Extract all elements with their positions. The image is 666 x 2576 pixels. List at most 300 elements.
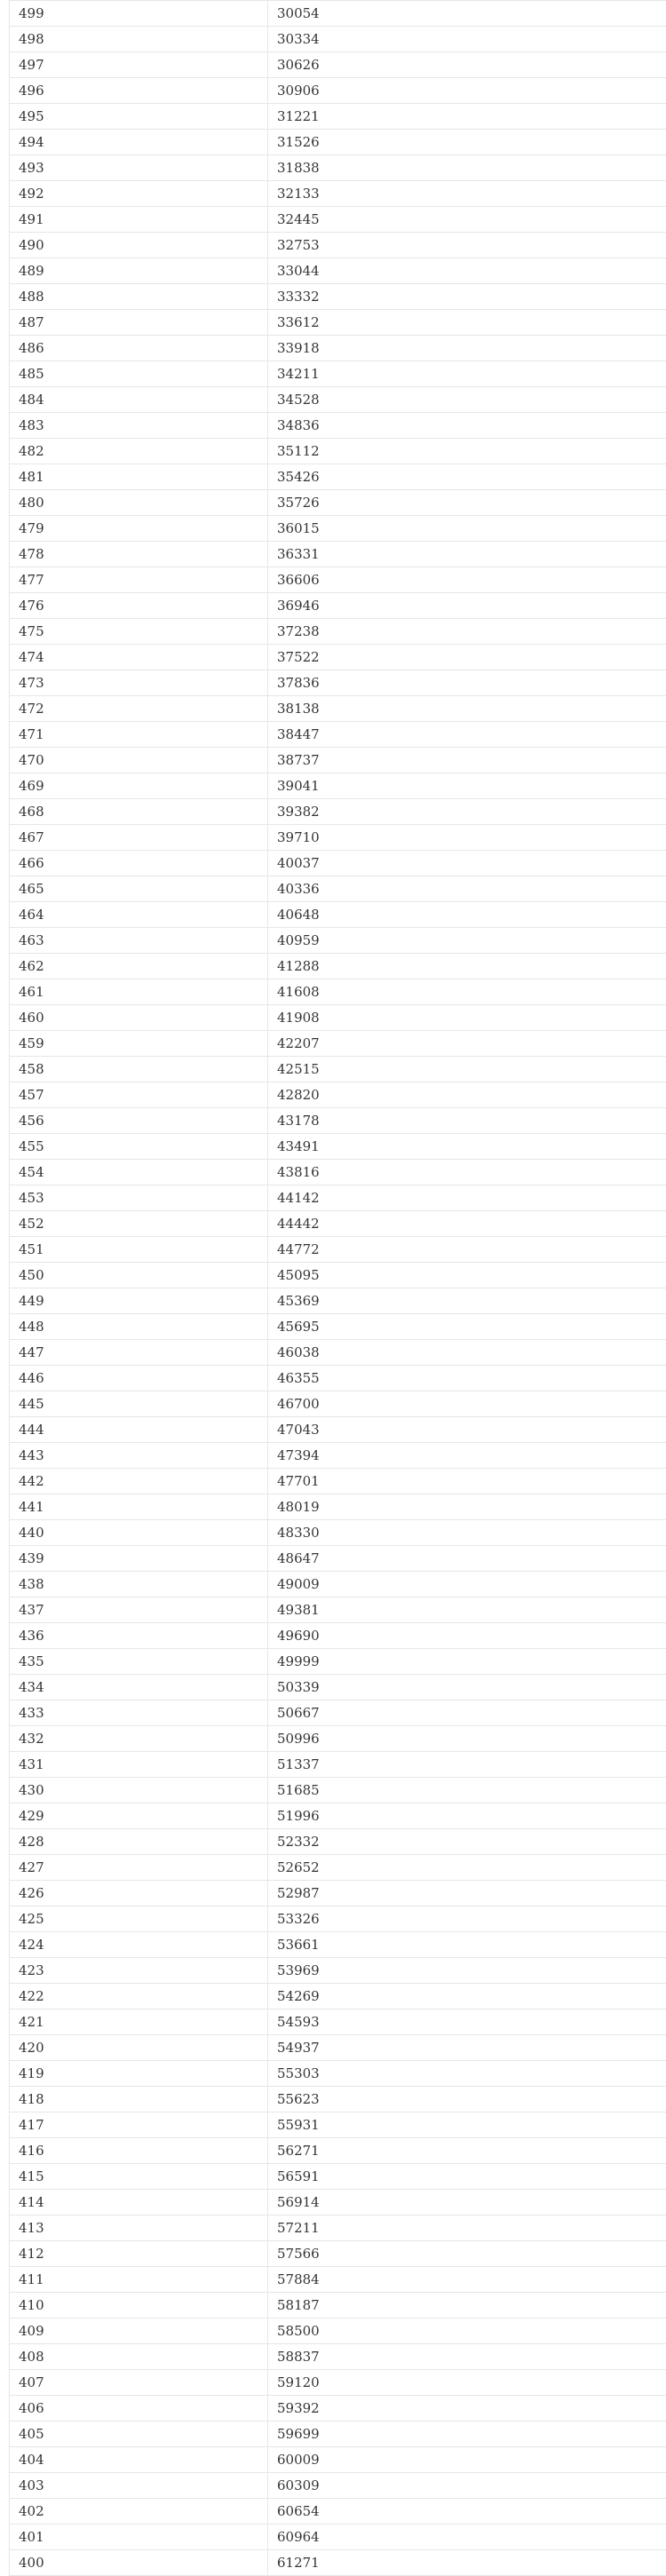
count-cell: 43491 [268, 1134, 666, 1160]
count-cell: 37522 [268, 645, 666, 670]
table-row [10, 52, 666, 78]
score-cell: 414 [10, 2190, 268, 2215]
score-cell: 429 [10, 1803, 268, 1829]
count-cell: 35426 [268, 464, 666, 490]
score-cell: 445 [10, 1391, 268, 1417]
table-row [10, 1984, 666, 2009]
count-cell: 43178 [268, 1108, 666, 1134]
count-cell: 61271 [268, 2550, 666, 2576]
count-cell: 32445 [268, 207, 666, 233]
count-cell: 41608 [268, 979, 666, 1005]
table-row [10, 516, 666, 542]
count-cell: 57211 [268, 2215, 666, 2241]
count-cell: 51685 [268, 1778, 666, 1803]
table-row [10, 1005, 666, 1031]
count-cell: 60964 [268, 2524, 666, 2550]
table-row [10, 233, 666, 258]
score-cell: 461 [10, 979, 268, 1005]
score-cell: 405 [10, 2421, 268, 2447]
score-cell: 430 [10, 1778, 268, 1803]
score-cell: 422 [10, 1984, 268, 2009]
score-cell: 487 [10, 310, 268, 336]
score-cell: 428 [10, 1829, 268, 1855]
score-cell: 489 [10, 258, 268, 284]
count-cell: 33918 [268, 336, 666, 361]
count-cell: 40648 [268, 902, 666, 928]
table-row [10, 439, 666, 464]
count-cell: 43816 [268, 1160, 666, 1185]
score-cell: 491 [10, 207, 268, 233]
count-cell: 36946 [268, 593, 666, 619]
score-cell: 484 [10, 387, 268, 413]
score-cell: 478 [10, 542, 268, 567]
table-row [10, 696, 666, 722]
count-cell: 50667 [268, 1700, 666, 1726]
count-cell: 33612 [268, 310, 666, 336]
count-cell: 49381 [268, 1597, 666, 1623]
table-row [10, 1108, 666, 1134]
score-cell: 401 [10, 2524, 268, 2550]
count-cell: 53326 [268, 1906, 666, 1932]
score-cell: 448 [10, 1314, 268, 1340]
count-cell: 37836 [268, 670, 666, 696]
count-cell: 41288 [268, 954, 666, 979]
score-cell: 494 [10, 130, 268, 155]
count-cell: 47394 [268, 1443, 666, 1469]
score-cell: 449 [10, 1288, 268, 1314]
table-row [10, 1906, 666, 1932]
table-row [10, 2396, 666, 2421]
count-cell: 51996 [268, 1803, 666, 1829]
score-cell: 477 [10, 567, 268, 593]
count-cell: 46700 [268, 1391, 666, 1417]
count-cell: 30054 [268, 1, 666, 27]
table-row [10, 2035, 666, 2061]
score-cell: 411 [10, 2267, 268, 2293]
table-row [10, 1958, 666, 1984]
score-cell: 457 [10, 1082, 268, 1108]
count-cell: 47043 [268, 1417, 666, 1443]
count-cell: 57884 [268, 2267, 666, 2293]
count-cell: 47701 [268, 1469, 666, 1494]
score-cell: 480 [10, 490, 268, 516]
score-cell: 492 [10, 181, 268, 207]
table-row [10, 2318, 666, 2344]
count-cell: 34836 [268, 413, 666, 439]
table-row [10, 258, 666, 284]
table-row [10, 104, 666, 130]
score-cell: 409 [10, 2318, 268, 2344]
table-row [10, 2267, 666, 2293]
table-row [10, 2190, 666, 2215]
table-row [10, 1366, 666, 1391]
score-cell: 490 [10, 233, 268, 258]
score-cell: 410 [10, 2293, 268, 2318]
count-cell: 49009 [268, 1572, 666, 1597]
table-row [10, 181, 666, 207]
count-cell: 55623 [268, 2087, 666, 2112]
count-cell: 44772 [268, 1237, 666, 1263]
count-cell: 33044 [268, 258, 666, 284]
score-cell: 423 [10, 1958, 268, 1984]
count-cell: 36015 [268, 516, 666, 542]
score-cell: 472 [10, 696, 268, 722]
table-row [10, 1160, 666, 1185]
table-row [10, 1134, 666, 1160]
count-cell: 54593 [268, 2009, 666, 2035]
count-cell: 49690 [268, 1623, 666, 1649]
count-cell: 56591 [268, 2164, 666, 2190]
count-cell: 52332 [268, 1829, 666, 1855]
score-cell: 413 [10, 2215, 268, 2241]
count-cell: 42820 [268, 1082, 666, 1108]
table-row [10, 542, 666, 567]
count-cell: 58500 [268, 2318, 666, 2344]
score-cell: 440 [10, 1520, 268, 1546]
score-cell: 495 [10, 104, 268, 130]
count-cell: 41908 [268, 1005, 666, 1031]
score-cell: 497 [10, 52, 268, 78]
count-cell: 38447 [268, 722, 666, 748]
table-row [10, 2473, 666, 2499]
table-row [10, 1881, 666, 1906]
count-cell: 39710 [268, 825, 666, 851]
score-cell: 415 [10, 2164, 268, 2190]
score-cell: 446 [10, 1366, 268, 1391]
score-table [9, 0, 666, 2576]
count-cell: 36331 [268, 542, 666, 567]
table-row [10, 27, 666, 52]
score-cell: 471 [10, 722, 268, 748]
score-cell: 468 [10, 799, 268, 825]
score-cell: 463 [10, 928, 268, 954]
score-cell: 427 [10, 1855, 268, 1881]
table-body [10, 1, 666, 2576]
table-row [10, 567, 666, 593]
score-cell: 474 [10, 645, 268, 670]
count-cell: 57566 [268, 2241, 666, 2267]
score-cell: 419 [10, 2061, 268, 2087]
count-cell: 60654 [268, 2499, 666, 2524]
count-cell: 48019 [268, 1494, 666, 1520]
table-row [10, 2370, 666, 2396]
table-row [10, 1803, 666, 1829]
table-row [10, 2550, 666, 2576]
table-row [10, 1675, 666, 1700]
table-row [10, 2447, 666, 2473]
score-cell: 486 [10, 336, 268, 361]
score-cell: 469 [10, 773, 268, 799]
table-row [10, 336, 666, 361]
table-row [10, 490, 666, 516]
score-cell: 435 [10, 1649, 268, 1675]
count-cell: 45695 [268, 1314, 666, 1340]
count-cell: 35726 [268, 490, 666, 516]
table-row [10, 1855, 666, 1881]
table-row [10, 2138, 666, 2164]
score-cell: 447 [10, 1340, 268, 1366]
count-cell: 60309 [268, 2473, 666, 2499]
table-row [10, 130, 666, 155]
table-row [10, 361, 666, 387]
count-cell: 53661 [268, 1932, 666, 1958]
table-row [10, 2421, 666, 2447]
count-cell: 55931 [268, 2112, 666, 2138]
count-cell: 46038 [268, 1340, 666, 1366]
table-row [10, 464, 666, 490]
score-cell: 458 [10, 1057, 268, 1082]
table-row [10, 799, 666, 825]
score-cell: 417 [10, 2112, 268, 2138]
score-cell: 439 [10, 1546, 268, 1572]
score-cell: 436 [10, 1623, 268, 1649]
count-cell: 39041 [268, 773, 666, 799]
table-row [10, 748, 666, 773]
count-cell: 48330 [268, 1520, 666, 1546]
table-row [10, 413, 666, 439]
count-cell: 31221 [268, 104, 666, 130]
table-row [10, 2499, 666, 2524]
score-cell: 467 [10, 825, 268, 851]
score-cell: 424 [10, 1932, 268, 1958]
count-cell: 32133 [268, 181, 666, 207]
table-row [10, 2061, 666, 2087]
count-cell: 32753 [268, 233, 666, 258]
table-row [10, 2087, 666, 2112]
table-row [10, 1469, 666, 1494]
count-cell: 59699 [268, 2421, 666, 2447]
table-row [10, 1829, 666, 1855]
table-row [10, 902, 666, 928]
score-cell: 493 [10, 155, 268, 181]
table-row [10, 928, 666, 954]
score-cell: 434 [10, 1675, 268, 1700]
table-row [10, 1726, 666, 1752]
count-cell: 45095 [268, 1263, 666, 1288]
count-cell: 37238 [268, 619, 666, 645]
score-cell: 464 [10, 902, 268, 928]
count-cell: 30906 [268, 78, 666, 104]
count-cell: 36606 [268, 567, 666, 593]
count-cell: 35112 [268, 439, 666, 464]
table-row [10, 670, 666, 696]
score-cell: 426 [10, 1881, 268, 1906]
score-cell: 475 [10, 619, 268, 645]
count-cell: 50996 [268, 1726, 666, 1752]
score-cell: 452 [10, 1211, 268, 1237]
count-cell: 46355 [268, 1366, 666, 1391]
table-row [10, 1263, 666, 1288]
count-cell: 38737 [268, 748, 666, 773]
score-cell: 431 [10, 1752, 268, 1778]
score-cell: 441 [10, 1494, 268, 1520]
count-cell: 38138 [268, 696, 666, 722]
score-cell: 473 [10, 670, 268, 696]
table-row [10, 1057, 666, 1082]
count-cell: 58837 [268, 2344, 666, 2370]
table-row [10, 1185, 666, 1211]
score-cell: 476 [10, 593, 268, 619]
table-row [10, 1494, 666, 1520]
score-cell: 499 [10, 1, 268, 27]
score-cell: 408 [10, 2344, 268, 2370]
table-row [10, 2524, 666, 2550]
table-row [10, 155, 666, 181]
table-row [10, 1597, 666, 1623]
score-cell: 481 [10, 464, 268, 490]
score-cell: 498 [10, 27, 268, 52]
score-cell: 488 [10, 284, 268, 310]
score-cell: 433 [10, 1700, 268, 1726]
count-cell: 55303 [268, 2061, 666, 2087]
score-cell: 437 [10, 1597, 268, 1623]
count-cell: 60009 [268, 2447, 666, 2473]
count-cell: 45369 [268, 1288, 666, 1314]
score-cell: 402 [10, 2499, 268, 2524]
table-row [10, 1, 666, 27]
count-cell: 53969 [268, 1958, 666, 1984]
table-row [10, 387, 666, 413]
table-row [10, 2112, 666, 2138]
count-cell: 56914 [268, 2190, 666, 2215]
score-cell: 412 [10, 2241, 268, 2267]
count-cell: 30334 [268, 27, 666, 52]
count-cell: 44142 [268, 1185, 666, 1211]
count-cell: 59120 [268, 2370, 666, 2396]
count-cell: 49999 [268, 1649, 666, 1675]
table-row [10, 773, 666, 799]
score-cell: 404 [10, 2447, 268, 2473]
score-cell: 482 [10, 439, 268, 464]
table-row [10, 1752, 666, 1778]
table-row [10, 1572, 666, 1597]
count-cell: 56271 [268, 2138, 666, 2164]
table-row [10, 1778, 666, 1803]
table-row [10, 1237, 666, 1263]
score-cell: 443 [10, 1443, 268, 1469]
score-cell: 454 [10, 1160, 268, 1185]
table-row [10, 1443, 666, 1469]
count-cell: 54937 [268, 2035, 666, 2061]
table-row [10, 1649, 666, 1675]
table-row [10, 979, 666, 1005]
table-row [10, 310, 666, 336]
score-cell: 432 [10, 1726, 268, 1752]
table-row [10, 722, 666, 748]
count-cell: 31838 [268, 155, 666, 181]
table-row [10, 1391, 666, 1417]
count-cell: 34211 [268, 361, 666, 387]
table-row [10, 954, 666, 979]
score-cell: 442 [10, 1469, 268, 1494]
count-cell: 52652 [268, 1855, 666, 1881]
table-row [10, 876, 666, 902]
count-cell: 58187 [268, 2293, 666, 2318]
score-cell: 462 [10, 954, 268, 979]
table-row [10, 2164, 666, 2190]
score-cell: 418 [10, 2087, 268, 2112]
table-row [10, 2344, 666, 2370]
table-row [10, 2009, 666, 2035]
count-cell: 30626 [268, 52, 666, 78]
table-row [10, 1417, 666, 1443]
count-cell: 42515 [268, 1057, 666, 1082]
table-row [10, 2215, 666, 2241]
score-cell: 460 [10, 1005, 268, 1031]
score-cell: 403 [10, 2473, 268, 2499]
table-row [10, 1211, 666, 1237]
score-cell: 438 [10, 1572, 268, 1597]
table-row [10, 825, 666, 851]
table-row [10, 851, 666, 876]
count-cell: 40336 [268, 876, 666, 902]
table-row [10, 1520, 666, 1546]
score-cell: 453 [10, 1185, 268, 1211]
count-cell: 31526 [268, 130, 666, 155]
score-cell: 465 [10, 876, 268, 902]
score-cell: 450 [10, 1263, 268, 1288]
table-row [10, 1082, 666, 1108]
score-cell: 400 [10, 2550, 268, 2576]
count-cell: 48647 [268, 1546, 666, 1572]
table-row [10, 1288, 666, 1314]
score-cell: 470 [10, 748, 268, 773]
table-row [10, 1546, 666, 1572]
table-row [10, 619, 666, 645]
count-cell: 40037 [268, 851, 666, 876]
count-cell: 54269 [268, 1984, 666, 2009]
table-row [10, 78, 666, 104]
table-row [10, 1932, 666, 1958]
count-cell: 50339 [268, 1675, 666, 1700]
score-cell: 496 [10, 78, 268, 104]
score-cell: 421 [10, 2009, 268, 2035]
table-row [10, 1031, 666, 1057]
count-cell: 34528 [268, 387, 666, 413]
table-row [10, 1340, 666, 1366]
count-cell: 39382 [268, 799, 666, 825]
table-row [10, 593, 666, 619]
score-cell: 416 [10, 2138, 268, 2164]
table-row [10, 1700, 666, 1726]
score-cell: 444 [10, 1417, 268, 1443]
count-cell: 59392 [268, 2396, 666, 2421]
table-row [10, 1314, 666, 1340]
table-row [10, 1623, 666, 1649]
count-cell: 33332 [268, 284, 666, 310]
score-cell: 406 [10, 2396, 268, 2421]
count-cell: 52987 [268, 1881, 666, 1906]
table-row [10, 284, 666, 310]
score-cell: 420 [10, 2035, 268, 2061]
table-row [10, 207, 666, 233]
score-cell: 485 [10, 361, 268, 387]
score-cell: 455 [10, 1134, 268, 1160]
count-cell: 51337 [268, 1752, 666, 1778]
score-cell: 483 [10, 413, 268, 439]
table-row [10, 645, 666, 670]
table-row [10, 2293, 666, 2318]
count-cell: 40959 [268, 928, 666, 954]
count-cell: 42207 [268, 1031, 666, 1057]
score-cell: 459 [10, 1031, 268, 1057]
score-cell: 451 [10, 1237, 268, 1263]
score-cell: 466 [10, 851, 268, 876]
count-cell: 44442 [268, 1211, 666, 1237]
score-cell: 407 [10, 2370, 268, 2396]
score-cell: 456 [10, 1108, 268, 1134]
table-row [10, 2241, 666, 2267]
